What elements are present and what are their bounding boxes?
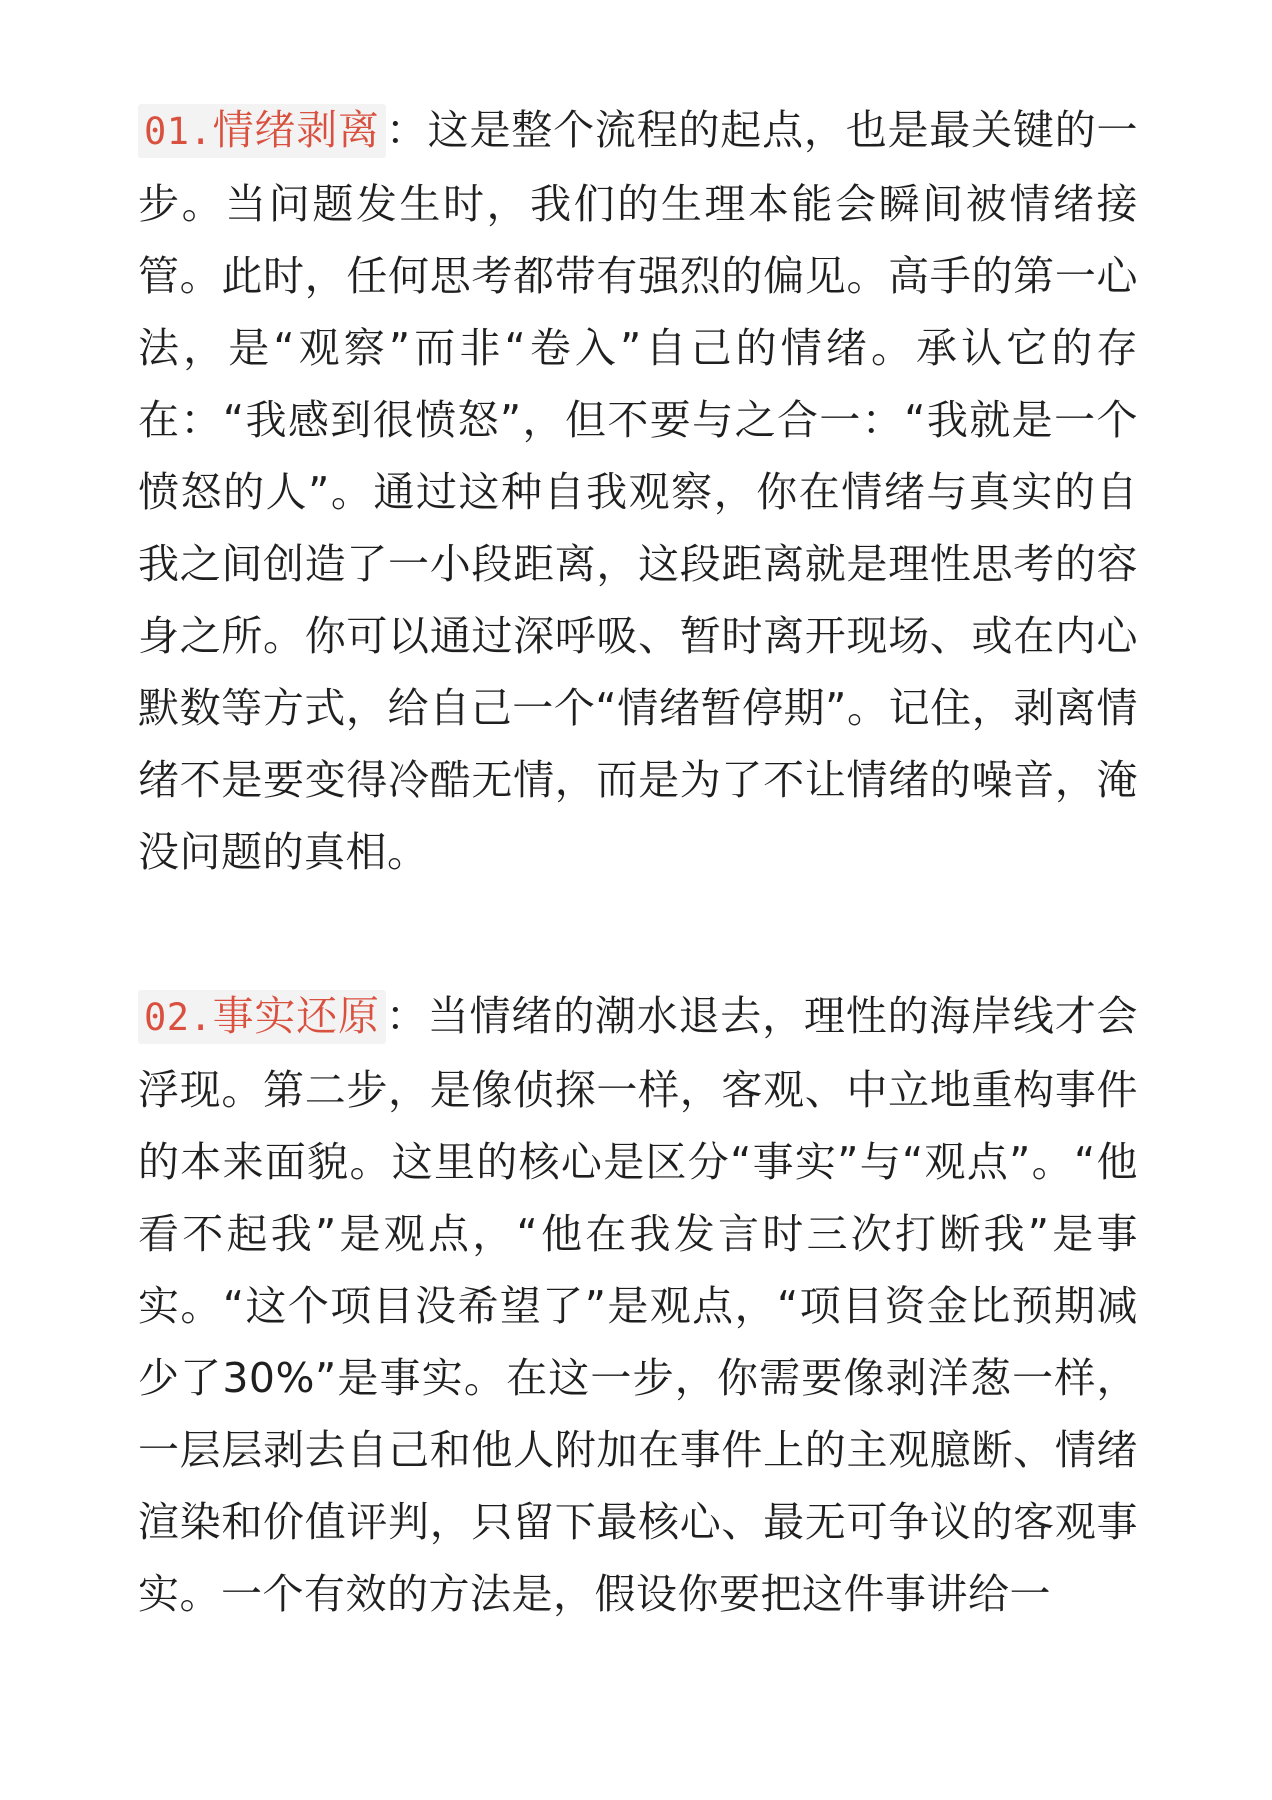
section-02-paragraph (138, 980, 1138, 1630)
section-01-title: 情绪剥离 (212, 106, 380, 154)
section-01-number: 01. (144, 110, 213, 153)
section-02-title: 事实还原 (212, 992, 380, 1040)
section-01-body: 这是整个流程的起点，也是最关键的一步。当问题发生时，我们的生理本能会瞬间被情绪接管。此时，任何思考都带有强烈的偏见。高手的第一心法，是“观察”而非“卷入”自己的情绪。承认它的存在：“我感到很愤怒”，但不要与之合一：“我就是一个愤怒的人”。通过这种自我观察，你在情绪与真实的自我之间创造了一小段距离，这段距离就是理性思考的容身之所。你可以通过深呼吸、暂时离开现场、或在内心默数等方式，给自己一个“情绪暂停期”。记住，剥离情绪不是要变得冷酷无情，而是为了不让情绪的噪音，淹没问题的真相。 (138, 106, 1139, 876)
section-01-tag (138, 104, 386, 158)
section-01-separator: ： (385, 106, 428, 154)
section-02-separator: ： (385, 992, 428, 1040)
section-02-number: 02. (144, 996, 213, 1039)
section-01-paragraph (138, 94, 1138, 888)
section-02-body: 当情绪的潮水退去，理性的海岸线才会浮现。第二步，是像侦探一样，客观、中立地重构事件的本来面貌。这里的核心是区分“事实”与“观点”。“他看不起我”是观点，“他在我发言时三次打断我”是事实。“这个项目没希望了”是观点，“项目资金比预期减少了30%”是事实。在这一步，你需要像剥洋葱一样，一层层剥去自己和他人附加在事件上的主观臆断、情绪渲染和价值评判，只留下最核心、最无可争议的客观事实。一个有效的方法是，假设你要把这件事讲给一 (138, 992, 1139, 1618)
section-02-tag (138, 990, 386, 1044)
